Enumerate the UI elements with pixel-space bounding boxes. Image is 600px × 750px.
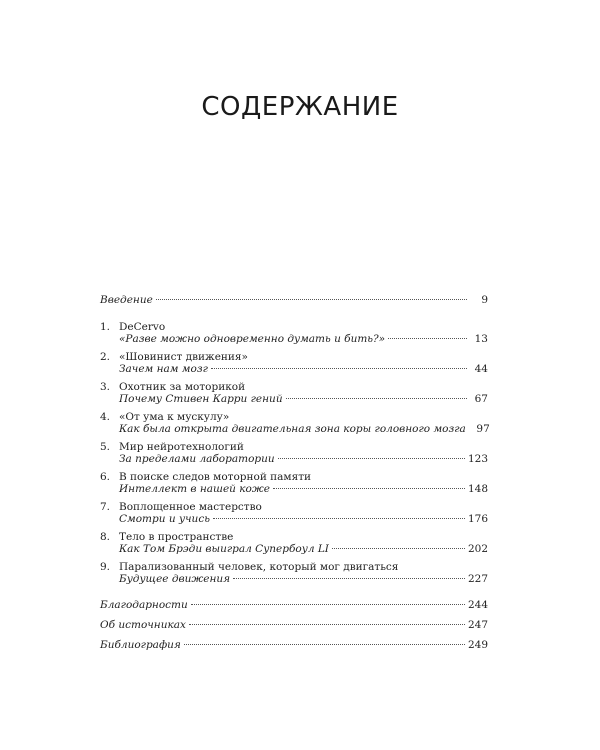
chapter-number: 3. [100, 381, 111, 393]
chapter-subtitle: Смотри и учись [119, 513, 210, 525]
chapter-subtitle-row [100, 423, 488, 435]
chapter-number: 9. [100, 561, 111, 573]
chapter-title [100, 321, 488, 333]
toc-chapter-3 [100, 381, 488, 405]
chapter-subtitle: Почему Стивен Карри гений [119, 393, 283, 405]
dot-leader [388, 338, 467, 339]
chapter-number: 8. [100, 531, 111, 543]
chapter-number: 6. [100, 471, 111, 483]
chapter-subtitle-row [100, 573, 488, 585]
chapter-title-text: Парализованный человек, который мог двигаться [119, 561, 399, 573]
page-number: 123 [467, 453, 488, 465]
page-number: 247 [467, 619, 488, 631]
toc-chapter-8 [100, 531, 488, 555]
chapter-subtitle-row [100, 393, 488, 405]
dot-leader [213, 518, 465, 519]
chapter-subtitle: Как Том Брэди выиграл Супербоул LI [119, 543, 329, 555]
dot-leader [156, 299, 467, 300]
page-number: 249 [467, 639, 488, 651]
dot-leader [184, 644, 465, 645]
chapter-subtitle: Будущее движения [119, 573, 231, 585]
toc-entry-label: Об источниках [100, 619, 186, 631]
dot-leader [286, 398, 467, 399]
chapter-subtitle-row [100, 453, 488, 465]
toc-entry-bibliography [100, 639, 488, 659]
chapter-title [100, 531, 488, 543]
chapter-title [100, 351, 488, 363]
page-number: 148 [467, 483, 488, 495]
table-of-contents [100, 294, 488, 659]
chapter-number: 1. [100, 321, 111, 333]
page-number: 67 [474, 393, 488, 405]
chapter-title-text: DeCervo [119, 321, 166, 333]
toc-chapter-1 [100, 321, 488, 345]
chapter-title-text: В поиске следов моторной памяти [119, 471, 312, 483]
chapter-title [100, 471, 488, 483]
chapter-subtitle: Как была открыта двигательная зона коры головного мозга [119, 423, 466, 435]
chapter-title [100, 561, 488, 573]
page-title: СОДЕРЖАНИЕ [201, 92, 399, 122]
chapter-subtitle-row [100, 333, 488, 345]
page-number: 227 [467, 573, 488, 585]
dot-leader [191, 604, 465, 605]
chapter-subtitle-row [100, 363, 488, 375]
end-matter-list [100, 599, 488, 659]
dot-leader [278, 458, 465, 459]
chapter-subtitle: «Разве можно одновременно думать и бить?» [119, 333, 386, 345]
chapter-list [100, 321, 488, 585]
chapter-title [100, 501, 488, 513]
toc-chapter-6 [100, 471, 488, 495]
chapter-title-text: Воплощенное мастерство [119, 501, 262, 513]
chapter-title-text: Мир нейротехнологий [119, 441, 244, 453]
toc-entry-acknowledgements [100, 599, 488, 619]
chapter-title [100, 441, 488, 453]
chapter-number: 7. [100, 501, 111, 513]
toc-entry-introduction [100, 294, 488, 313]
page-number: 13 [474, 333, 488, 345]
page-number: 202 [467, 543, 488, 555]
chapter-number: 5. [100, 441, 111, 453]
page-number: 9 [481, 294, 488, 306]
toc-entry-label: Введение [100, 294, 153, 306]
dot-leader [332, 548, 465, 549]
chapter-subtitle: Интеллект в нашей коже [119, 483, 271, 495]
dot-leader [189, 624, 465, 625]
chapter-subtitle: За пределами лаборатории [119, 453, 275, 465]
toc-chapter-7 [100, 501, 488, 525]
toc-chapter-4 [100, 411, 488, 435]
chapter-subtitle-row [100, 543, 488, 555]
page-number: 44 [474, 363, 488, 375]
chapter-title-text: «От ума к мускулу» [119, 411, 230, 423]
toc-chapter-9 [100, 561, 488, 585]
dot-leader [211, 368, 467, 369]
toc-chapter-2 [100, 351, 488, 375]
chapter-subtitle-row [100, 483, 488, 495]
toc-chapter-5 [100, 441, 488, 465]
chapter-title-text: «Шовинист движения» [119, 351, 248, 363]
chapter-title-text: Охотник за моторикой [119, 381, 246, 393]
toc-entry-sources [100, 619, 488, 639]
chapter-subtitle-row [100, 513, 488, 525]
chapter-subtitle: Зачем нам мозг [119, 363, 208, 375]
page-number: 176 [467, 513, 488, 525]
page-number: 97 [476, 423, 490, 435]
dot-leader [273, 488, 465, 489]
chapter-title-text: Тело в пространстве [119, 531, 234, 543]
dot-leader [233, 578, 465, 579]
chapter-title [100, 381, 488, 393]
page-number: 244 [467, 599, 488, 611]
chapter-number: 4. [100, 411, 111, 423]
toc-entry-label: Благодарности [100, 599, 188, 611]
chapter-number: 2. [100, 351, 111, 363]
chapter-title [100, 411, 488, 423]
toc-entry-label: Библиография [100, 639, 181, 651]
